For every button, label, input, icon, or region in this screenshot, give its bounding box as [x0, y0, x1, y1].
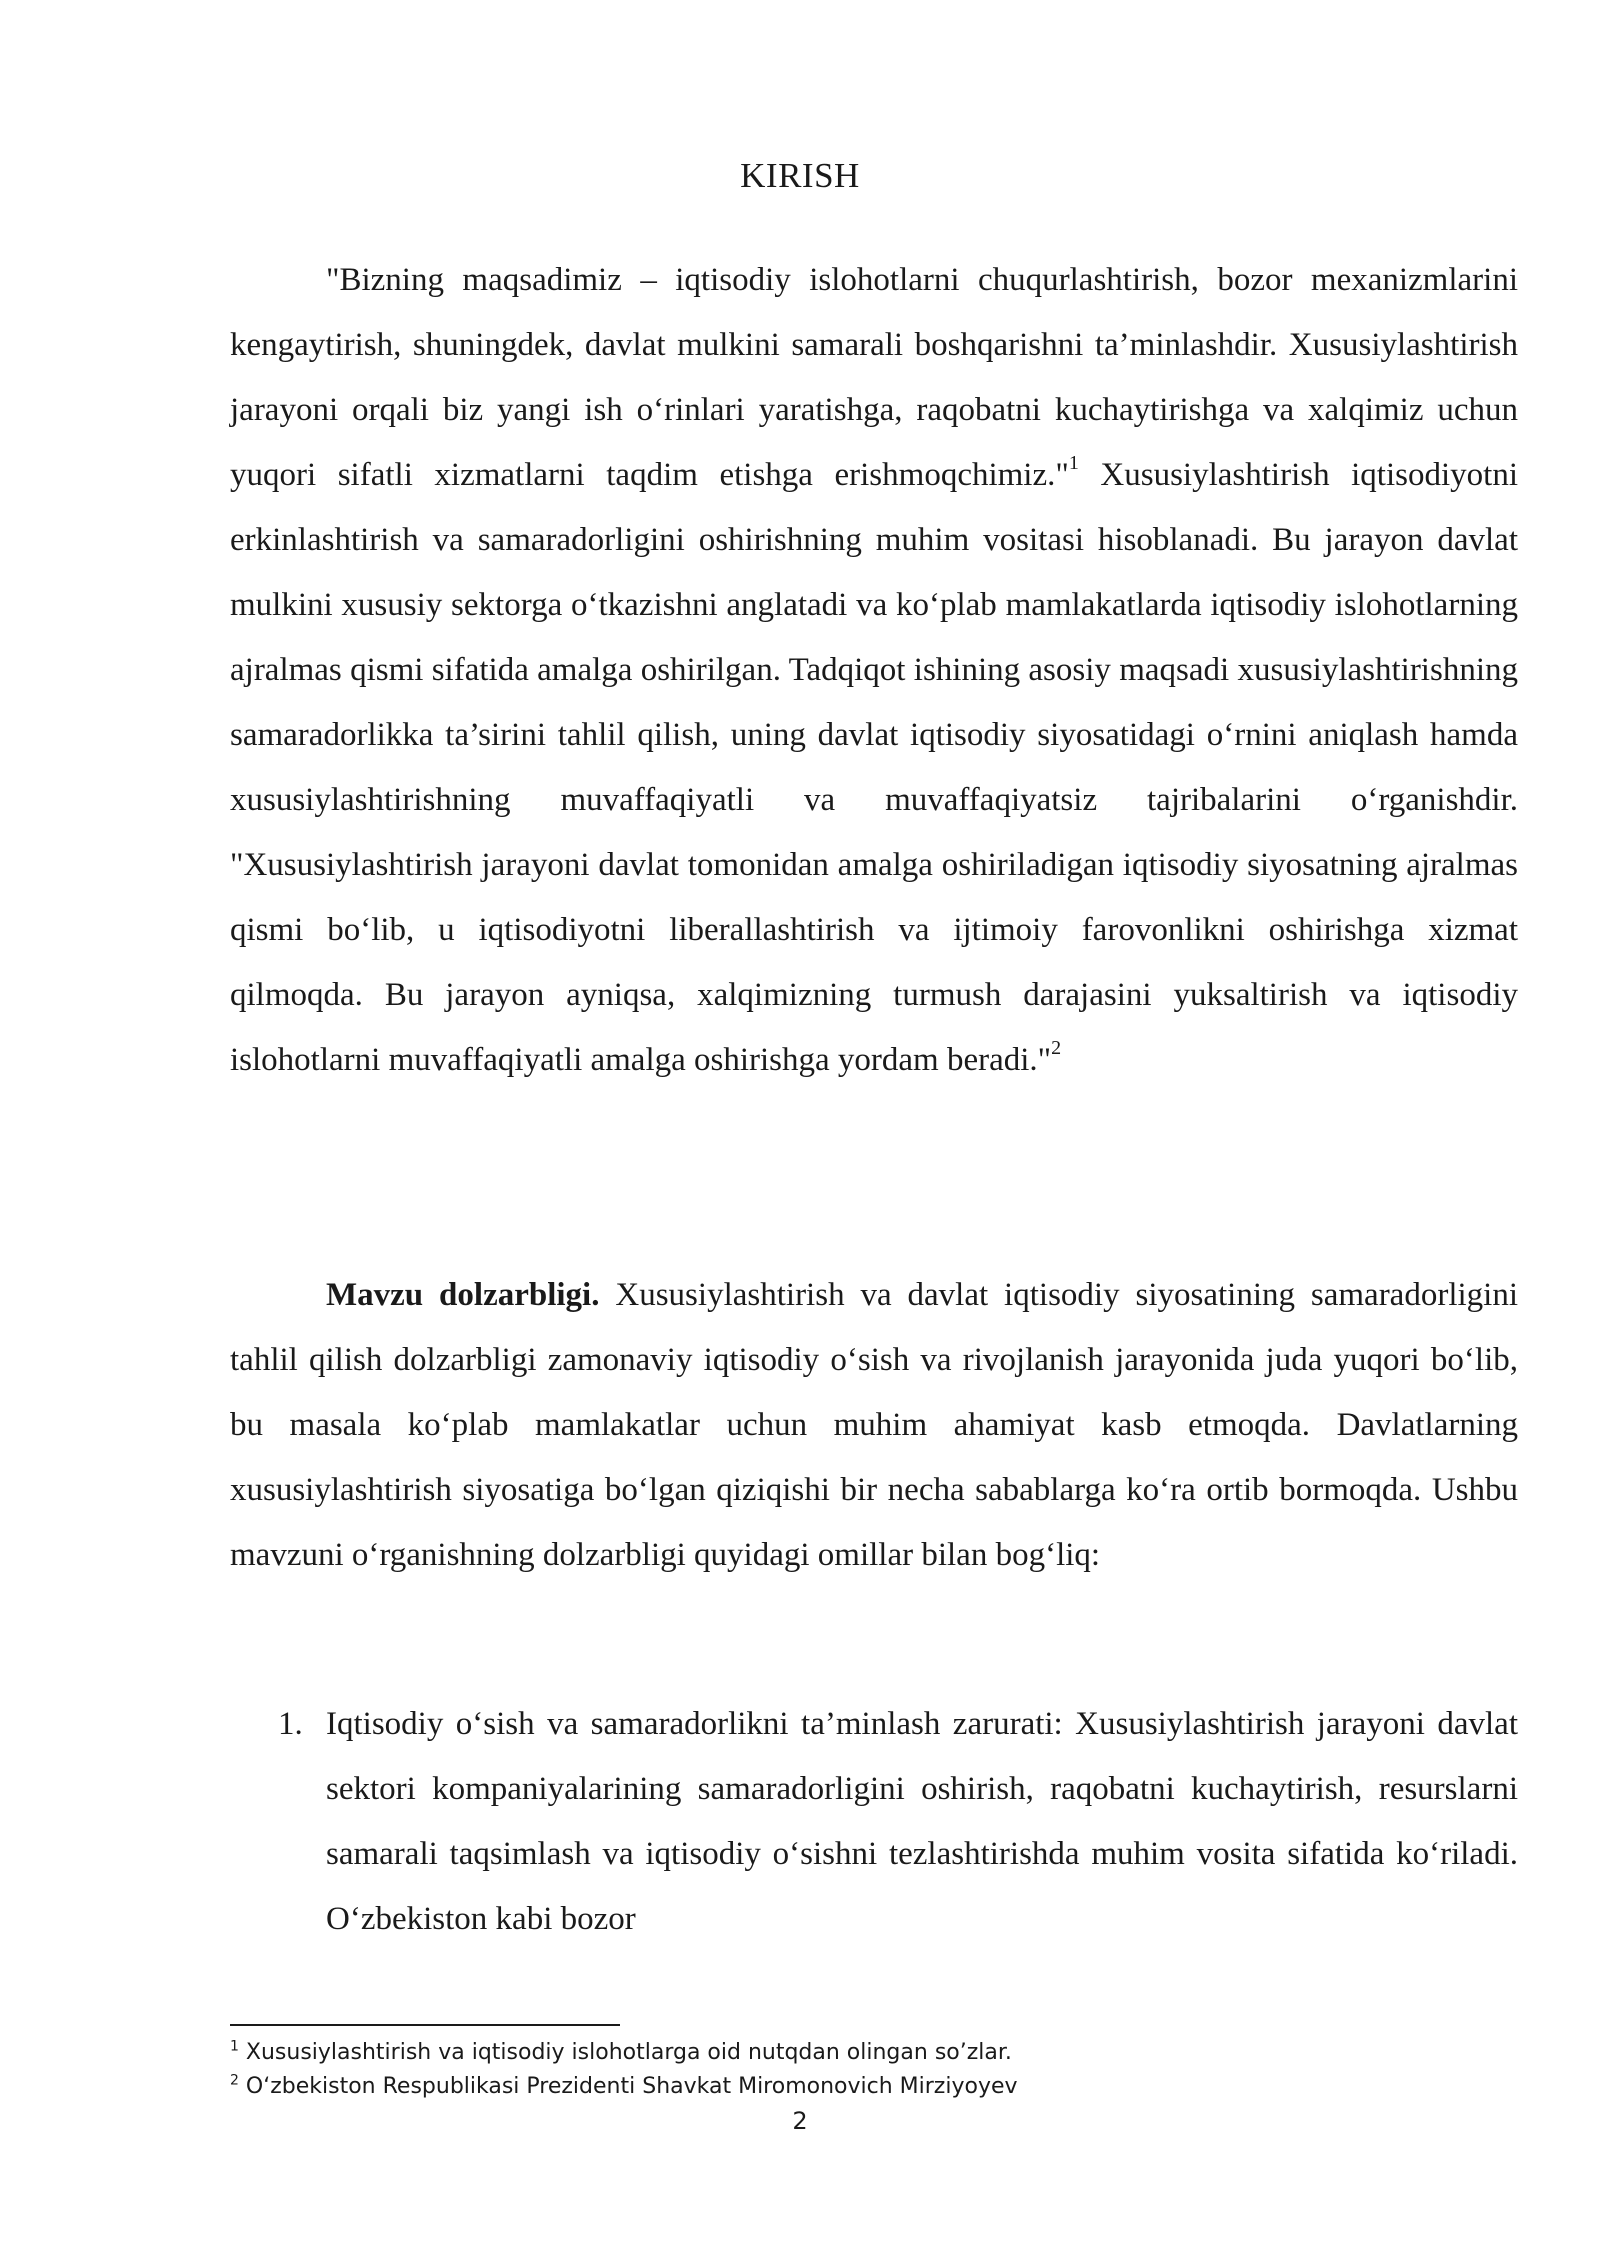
- footnote-ref-2[interactable]: 2: [1051, 1037, 1062, 1059]
- footnote-separator: [230, 2024, 620, 2026]
- footnotes: [230, 2036, 1330, 2104]
- footnote-text: O‘zbekiston Respublikasi Prezidenti Shavkat Miromonovich Mirziyoyev: [245, 2074, 1018, 2099]
- intro-paragraph: [230, 248, 1518, 1093]
- page-number: 2: [792, 2107, 808, 2135]
- footnote-ref-1[interactable]: 1: [1068, 452, 1079, 474]
- relevance-body-text: Xususiylashtirish va davlat iqtisodiy siyosatining samaradorligini tahlil qilish dolzarbligi zamonaviy iqtisodiy o‘sish va rivojlanish jarayonida juda yuqori bo‘lib, bu masala ko‘plab mamlakatlar uchun muhim ahamiyat kasb etmoqda. Davlatlarning xususiylashtirish siyosatiga bo‘lgan qiziqishi bir necha sabablarga ko‘ra ortib bormoqda. Ushbu mavzuni o‘rganishning dolzarbligi quyidagi omillar bilan bog‘liq:: [230, 1277, 1518, 1573]
- footnote-text: Xususiylashtirish va iqtisodiy islohotlarga oid nutqdan olingan so’zlar.: [245, 2040, 1012, 2065]
- relevance-paragraph: [230, 1263, 1518, 1588]
- intro-quote-text: "Bizning maqsadimiz – iqtisodiy islohotlarni chuqurlashtirish, bozor mexanizmlarini kengaytirish, shuningdek, davlat mulkini samarali boshqarishni ta’minlashdir. Xususiylashtirish jarayoni orqali biz yangi ish o‘rinlari yaratishga, raqobatni kuchaytirishga va xalqimiz uchun yuqori sifatli xizmatlarni taqdim etishga erishmoqchimiz.": [230, 262, 1518, 493]
- list-item: [230, 1692, 1518, 1952]
- intro-paragraph-text: [230, 248, 1518, 1093]
- relevance-heading: Mavzu dolzarbligi.: [326, 1277, 600, 1313]
- relevance-paragraph-text: [230, 1263, 1518, 1588]
- list-item-number: 1.: [278, 1706, 303, 1742]
- footnote-2: [230, 2070, 1330, 2104]
- page-title: KIRISH: [740, 156, 860, 195]
- list-item-text: Iqtisodiy o‘sish va samaradorlikni ta’minlash zarurati: Xususiylashtirish jarayoni davlat sektori kompaniyalarining samaradorligini oshirish, raqobatni kuchaytirish, resurslarni samarali taqsimlash va iqtisodiy o‘sishni tezlashtirishda muhim vosita sifatida ko‘riladi. O‘zbekiston kabi bozor: [326, 1706, 1518, 1937]
- footnote-number: 2: [230, 2072, 239, 2089]
- footnote-number: 1: [230, 2038, 239, 2055]
- relevance-factors-list: [230, 1692, 1518, 1952]
- footnote-1: [230, 2036, 1330, 2070]
- intro-body-text: Xususiylashtirish iqtisodiyotni erkinlashtirish va samaradorligini oshirishning muhim vositasi hisoblanadi. Bu jarayon davlat mulkini xususiy sektorga o‘tkazishni anglatadi va ko‘plab mamlakatlarda iqtisodiy islohotlarning ajralmas qismi sifatida amalga oshirilgan. Tadqiqot ishining asosiy maqsadi xususiylashtirishning samaradorlikka ta’sirini tahlil qilish, uning davlat iqtisodiy siyosatidagi o‘rnini aniqlash hamda xususiylashtirishning muvaffaqiyatli va muvaffaqiyatsiz tajribalarini o‘rganishdir. "Xususiylashtirish jarayoni davlat tomonidan amalga oshiriladigan iqtisodiy siyosatning ajralmas qismi bo‘lib, u iqtisodiyotni liberallashtirish va ijtimoiy farovonlikni oshirishga xizmat qilmoqda. Bu jarayon ayniqsa, xalqimizning turmush darajasini yuksaltirish va iqtisodiy islohotlarni muvaffaqiyatli amalga oshirishga yordam beradi.": [230, 457, 1518, 1078]
